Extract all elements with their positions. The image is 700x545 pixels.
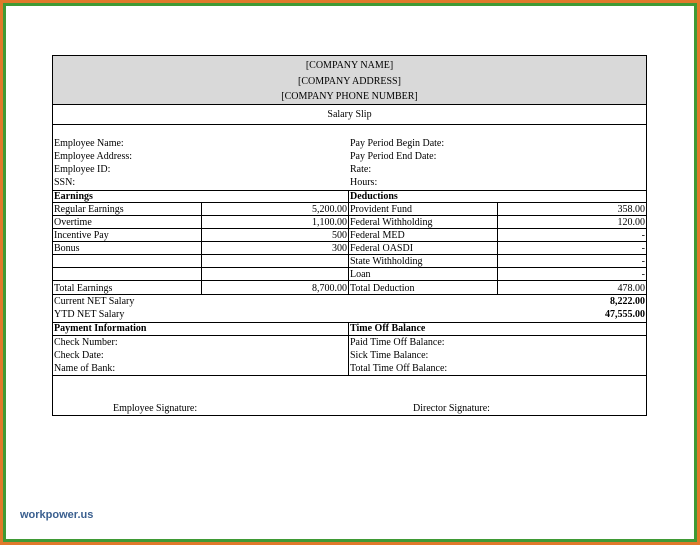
total-deduction-label: Total Deduction — [350, 283, 415, 294]
payment-info-heading: Payment Information — [54, 323, 147, 334]
total-earnings-label: Total Earnings — [54, 283, 113, 294]
salary-slip-sheet — [52, 55, 647, 416]
hours-label: Hours: — [350, 177, 378, 188]
divider — [201, 202, 202, 294]
company-address: [COMPANY ADDRESS] — [298, 76, 401, 87]
company-phone: [COMPANY PHONE NUMBER] — [281, 91, 418, 102]
deduction-value: 120.00 — [617, 217, 645, 228]
deduction-value: - — [641, 256, 645, 267]
current-net-label: Current NET Salary — [54, 296, 135, 307]
deduction-value: - — [641, 230, 645, 241]
earnings-label: Incentive Pay — [54, 230, 109, 241]
earnings-value: 5,200.00 — [312, 204, 347, 215]
divider — [53, 335, 646, 336]
deductions-heading: Deductions — [350, 191, 398, 202]
ytd-net-label: YTD NET Salary — [54, 309, 125, 320]
rate-label: Rate: — [350, 164, 372, 175]
deduction-label: State Withholding — [350, 256, 423, 267]
employee-signature-label: Employee Signature: — [113, 403, 198, 414]
deduction-value: - — [641, 243, 645, 254]
deduction-value: 358.00 — [617, 204, 645, 215]
watermark: workpower.us — [20, 509, 94, 521]
earnings-heading: Earnings — [54, 191, 93, 202]
current-net-value: 8,222.00 — [610, 296, 645, 307]
time-off-heading: Time Off Balance — [350, 323, 426, 334]
employee-id-label: Employee ID: — [54, 164, 111, 175]
earnings-value: 300 — [332, 243, 347, 254]
pay-period-end-label: Pay Period End Date: — [350, 151, 437, 162]
deduction-label: Federal MED — [350, 230, 405, 241]
deduction-label: Federal OASDI — [350, 243, 414, 254]
employee-address-label: Employee Address: — [54, 151, 133, 162]
divider — [53, 124, 646, 125]
employee-name-label: Employee Name: — [54, 138, 124, 149]
company-name: [COMPANY NAME] — [305, 60, 394, 71]
sick-time-label: Sick Time Balance: — [350, 350, 429, 361]
divider — [53, 104, 646, 105]
paid-time-off-label: Paid Time Off Balance: — [350, 337, 445, 348]
earnings-value: 500 — [332, 230, 347, 241]
deduction-value: - — [641, 269, 645, 280]
earnings-label: Bonus — [54, 243, 80, 254]
total-time-off-label: Total Time Off Balance: — [350, 363, 448, 374]
divider — [53, 375, 646, 376]
check-date-label: Check Date: — [54, 350, 104, 361]
divider — [348, 322, 349, 375]
ssn-label: SSN: — [54, 177, 76, 188]
divider — [497, 202, 498, 294]
earnings-label: Overtime — [54, 217, 92, 228]
director-signature-label: Director Signature: — [413, 403, 490, 414]
deduction-label: Loan — [350, 269, 371, 280]
deduction-label: Federal Withholding — [350, 217, 433, 228]
earnings-value: 1,100.00 — [312, 217, 347, 228]
pay-period-begin-label: Pay Period Begin Date: — [350, 138, 445, 149]
page-title: Salary Slip — [327, 109, 372, 120]
ytd-net-value: 47,555.00 — [605, 309, 645, 320]
earnings-label: Regular Earnings — [54, 204, 124, 215]
total-earnings-value: 8,700.00 — [312, 283, 347, 294]
total-deduction-value: 478.00 — [617, 283, 645, 294]
bank-name-label: Name of Bank: — [54, 363, 116, 374]
divider — [348, 190, 349, 294]
deduction-label: Provident Fund — [350, 204, 412, 215]
check-number-label: Check Number: — [54, 337, 118, 348]
